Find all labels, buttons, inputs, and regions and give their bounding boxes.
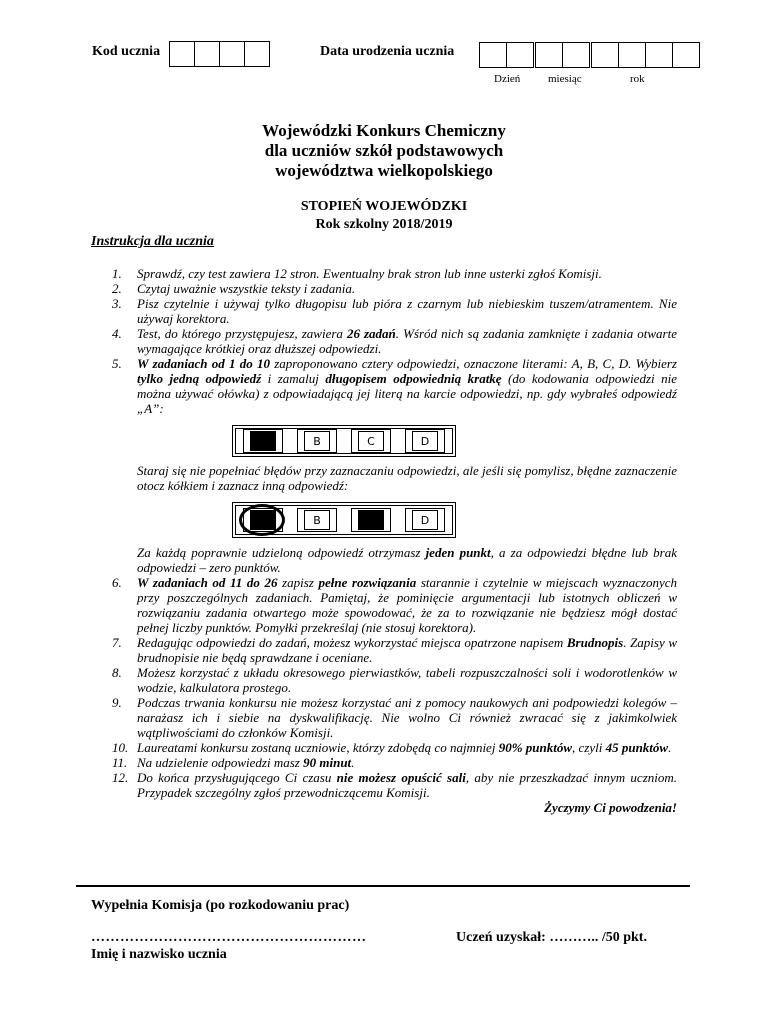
instruction-list xyxy=(112,266,677,815)
score-field[interactable]: Uczeń uzyskał: ……….. /50 pkt. xyxy=(456,930,647,945)
option-d xyxy=(405,429,445,453)
item-number: 8. xyxy=(112,665,122,680)
school-year: Rok szkolny 2018/2019 xyxy=(315,217,453,232)
item-text: (do kodowania odpowiedzi nie można używać ołówka) z odpowiadającą jej literą na karcie odpowiedzi, np. gdy wybrałeś odpowiedź „A”: xyxy=(137,371,677,416)
list-item xyxy=(112,356,677,416)
student-code-label: Kod ucznia xyxy=(92,44,161,59)
option-c xyxy=(351,429,391,453)
day-caption: Dzień xyxy=(494,73,521,85)
item-text-bold: nie możesz opuścić sali xyxy=(336,770,466,785)
title-line-3: województwa wielkopolskiego xyxy=(275,161,493,180)
list-item: 11. Na udzielenie odpowiedzi masz 90 minut. xyxy=(112,755,355,770)
list-item xyxy=(112,695,677,740)
student-code-boxes[interactable] xyxy=(169,41,270,67)
item-text: Laureatami konkursu zostaną uczniowie, którzy zdobędą co najmniej xyxy=(137,740,499,755)
item-text: zaproponowano cztery odpowiedzi, oznaczone literami: A, B, C, D. Wybierz xyxy=(269,356,677,371)
item-number: 7. xyxy=(112,635,122,650)
divider xyxy=(76,885,690,887)
item-continuation: Staraj się nie popełniać błędów przy zaznaczaniu odpowiedzi, ale jeśli się pomylisz, błędne zaznaczenie otocz kółkiem i zaznacz inną odpowiedź: xyxy=(137,463,677,493)
item-number: 11. xyxy=(112,755,128,770)
title-line-1: Wojewódzki Konkurs Chemiczny xyxy=(262,121,506,140)
item-number: 5. xyxy=(112,356,122,371)
item-text: . Zapisy w brudnopisie nie będą sprawdzane i oceniane. xyxy=(137,635,678,665)
year-box[interactable] xyxy=(645,42,673,68)
list-item xyxy=(112,575,677,635)
item-text-bold: W zadaniach od 1 do 10 xyxy=(137,356,270,371)
item-text-bold: długopisem odpowiednią kratkę xyxy=(325,371,502,386)
item-text: Możesz korzystać z układu okresowego pierwiastków, tabeli rozpuszczalności soli i wodorotlenków w wodzie, kalkulatora prostego. xyxy=(137,665,677,695)
month-box[interactable] xyxy=(562,42,590,68)
item-text: Na udzielenie odpowiedzi masz xyxy=(137,755,304,770)
item-text-bold: W zadaniach od 11 do 26 xyxy=(137,575,278,590)
item-text: , a za odpowiedzi błędne lub brak odpowiedzi – zero punktów. xyxy=(137,545,677,575)
year-caption: rok xyxy=(630,73,645,85)
item-text-bold: 90 minut xyxy=(303,755,352,770)
day-box[interactable] xyxy=(506,42,534,68)
item-number: 4. xyxy=(112,326,122,341)
option-a xyxy=(243,508,283,532)
option-letter: B xyxy=(304,431,330,451)
list-item xyxy=(112,770,677,800)
option-b xyxy=(297,429,337,453)
option-c xyxy=(351,508,391,532)
code-box[interactable] xyxy=(194,41,220,67)
option-letter: D xyxy=(412,510,438,530)
item-text-bold: 90% punktów xyxy=(498,740,573,755)
item-text: Za każdą poprawnie udzieloną odpowiedź otrzymasz xyxy=(137,545,426,560)
answer-example-correct xyxy=(232,425,456,457)
option-b xyxy=(297,508,337,532)
item-text: zapisz xyxy=(277,575,319,590)
item-text-bold: jeden punkt xyxy=(425,545,491,560)
stage-title: STOPIEŃ WOJEWÓDZKI xyxy=(300,199,468,214)
item-number: 9. xyxy=(112,695,122,710)
item-text: i zamaluj xyxy=(261,371,326,386)
item-text: Podczas trwania konkursu nie możesz korzystać ani z pomocy naukowych ani podpowiedzi kolegów – narażasz ich i siebie na dyskwalifikację. Nie wolno Ci również zwracać się z jakimkolwiek wątpliwościami do członków Komisji. xyxy=(137,695,677,740)
month-box[interactable] xyxy=(535,42,563,68)
item-text: . Wśród nich są zadania zamknięte i zadania otwarte wymagające krótkiej oraz dłuższej odpowiedzi. xyxy=(137,326,677,356)
option-a xyxy=(243,429,283,453)
item-text-bold: pełne rozwiązania xyxy=(318,575,417,590)
code-box[interactable] xyxy=(169,41,195,67)
item-text: Pisz czytelnie i używaj tylko długopisu lub pióra z czarnym lub niebieskim tuszem/atramentem. Nie używaj korektora. xyxy=(137,296,677,326)
option-d xyxy=(405,508,445,532)
instruction-heading: Instrukcja dla ucznia xyxy=(91,234,214,249)
item-text-bold: Brudnopis xyxy=(566,635,624,650)
item-number: 12. xyxy=(112,770,129,785)
item-number: 2. xyxy=(112,281,122,296)
filled-box-icon xyxy=(250,431,276,451)
birthdate-label: Data urodzenia ucznia xyxy=(320,44,455,59)
year-box[interactable] xyxy=(591,42,619,68)
item-text: Sprawdź, czy test zawiera 12 stron. Ewentualny brak stron lub inne usterki zgłoś Komisji. xyxy=(137,266,602,281)
name-field[interactable]: ………………………………………………… xyxy=(91,930,367,945)
year-box[interactable] xyxy=(672,42,700,68)
good-luck-message: Życzymy Ci powodzenia! xyxy=(544,800,677,815)
circle-mark-icon xyxy=(239,504,285,536)
commission-heading: Wypełnia Komisja (po rozkodowaniu prac) xyxy=(91,898,350,913)
item-number: 3. xyxy=(112,296,122,311)
item-number: 1. xyxy=(112,266,122,281)
option-letter: B xyxy=(304,510,330,530)
item-text-bold: 26 zadań xyxy=(346,326,396,341)
month-caption: miesiąc xyxy=(548,73,582,85)
item-text: Test, do którego przystępujesz, zawiera xyxy=(137,326,347,341)
item-text-bold: 45 punktów xyxy=(605,740,669,755)
item-text: Do końca przysługującego Ci czasu xyxy=(137,770,337,785)
list-item xyxy=(112,665,677,695)
list-item xyxy=(112,296,677,326)
item-number: 6. xyxy=(112,575,122,590)
item-text: Redagując odpowiedzi do zadań, możesz wykorzystać miejsca opatrzone napisem xyxy=(137,635,567,650)
filled-box-icon xyxy=(358,510,384,530)
list-item: 10. Laureatami konkursu zostaną uczniowie, którzy zdobędą co najmniej 90% punktów, czyli 45 punktów. xyxy=(112,740,672,755)
option-letter: D xyxy=(412,431,438,451)
item-text: , czyli xyxy=(572,740,606,755)
item-text: starannie i czytelnie w miejscach wyznaczonych przy poszczególnych zadaniach. Pamiętaj, że pominięcie argumentacji lub istotnych obliczeń w rozwiązaniu zadania otwartego może spowodować, że za to rozwiązanie nie będziesz mógł dostać pełnej liczby punktów. Pomyłki przekreślaj (nie stosuj korektora). xyxy=(137,575,677,635)
answer-example-corrected xyxy=(232,502,456,538)
code-box[interactable] xyxy=(244,41,270,67)
option-letter: C xyxy=(358,431,384,451)
name-label: Imię i nazwisko ucznia xyxy=(91,947,227,962)
list-item xyxy=(112,266,677,281)
code-box[interactable] xyxy=(219,41,245,67)
item-text: , aby nie przeszkadzać innym uczniom. Przypadek szczególny zgłoś przewodniczącemu Komisji. xyxy=(137,770,678,800)
item-text: Czytaj uważnie wszystkie teksty i zadania. xyxy=(137,281,356,296)
title-line-2: dla uczniów szkół podstawowych xyxy=(264,141,504,160)
list-item xyxy=(112,281,677,296)
item-text-bold: tylko jedną odpowiedź xyxy=(137,371,262,386)
day-box[interactable] xyxy=(479,42,507,68)
list-item xyxy=(112,326,677,356)
year-box[interactable] xyxy=(618,42,646,68)
birthdate-boxes[interactable] xyxy=(479,42,700,68)
item-continuation xyxy=(112,545,677,575)
item-number: 10. xyxy=(112,740,129,755)
list-item xyxy=(112,635,677,665)
